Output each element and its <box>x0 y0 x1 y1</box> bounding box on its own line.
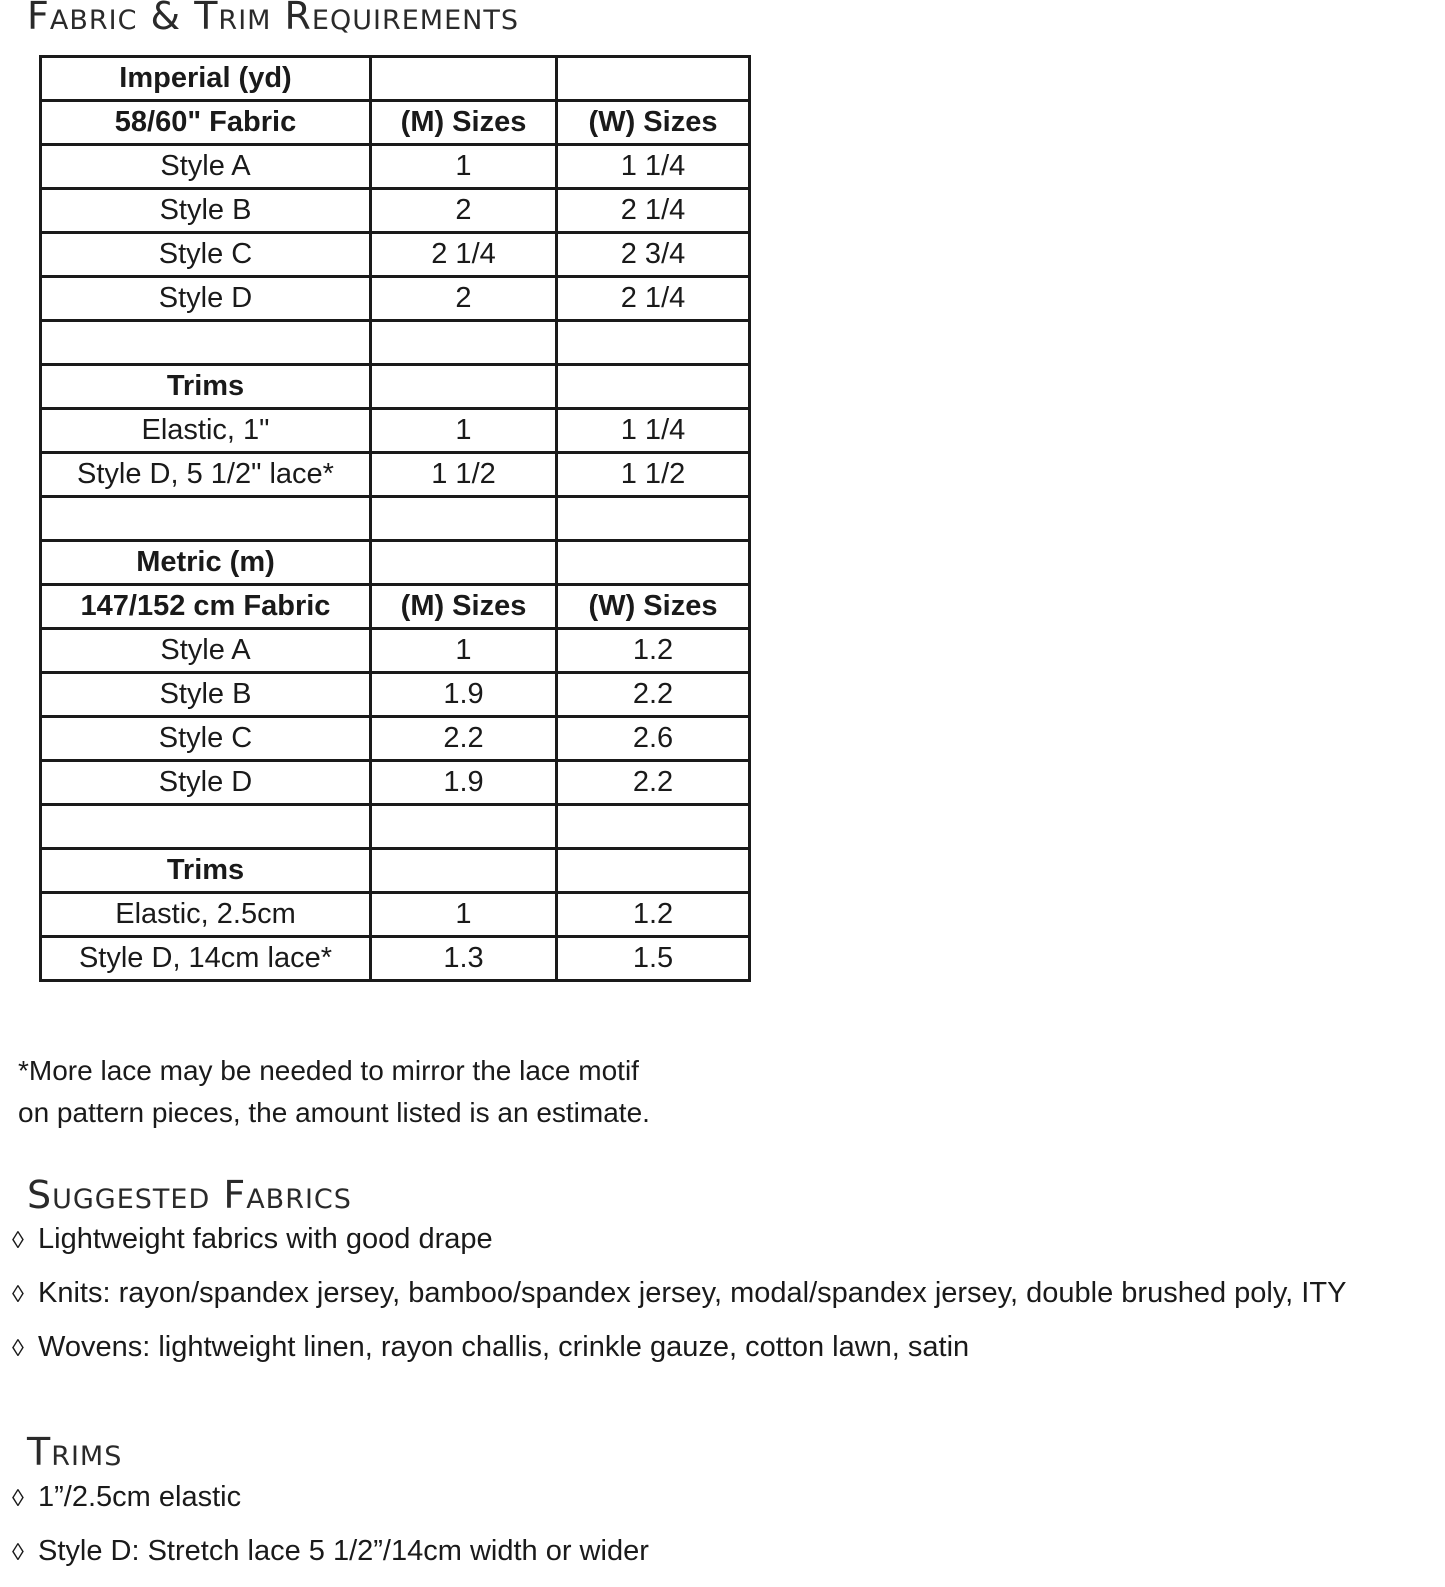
diamond-bullet-icon: ◊ <box>12 1227 24 1254</box>
trim-item <box>12 1524 649 1578</box>
trim-item <box>12 1470 649 1524</box>
table-cell <box>371 365 557 409</box>
table-cell: (M) Sizes <box>371 101 557 145</box>
table-row <box>41 629 750 673</box>
table-cell: 1 1/4 <box>557 145 750 189</box>
suggested-fabric-item <box>12 1266 1346 1320</box>
table-cell: (W) Sizes <box>557 585 750 629</box>
table-row <box>41 365 750 409</box>
table-cell: Imperial (yd) <box>41 57 371 101</box>
table-cell: 1.9 <box>371 761 557 805</box>
requirements-table <box>39 55 751 982</box>
table-cell <box>557 541 750 585</box>
table-row <box>41 101 750 145</box>
table-cell: 2 1/4 <box>371 233 557 277</box>
table-cell <box>371 805 557 849</box>
list-item-text: Knits: rayon/spandex jersey, bamboo/spandex jersey, modal/spandex jersey, double brushed poly, ITY <box>38 1277 1347 1309</box>
table-cell <box>371 849 557 893</box>
table-cell: Trims <box>41 849 371 893</box>
suggested-fabric-item <box>12 1212 1346 1266</box>
trims-heading: Trims <box>27 1430 123 1474</box>
table-cell: 1.9 <box>371 673 557 717</box>
trims-list <box>12 1470 649 1578</box>
table-cell <box>557 57 750 101</box>
table-cell <box>371 497 557 541</box>
table-cell: 1 1/4 <box>557 409 750 453</box>
diamond-bullet-icon: ◊ <box>12 1485 24 1512</box>
table-cell <box>371 541 557 585</box>
table-cell: Style D, 5 1/2" lace* <box>41 453 371 497</box>
table-row <box>41 541 750 585</box>
suggested-fabric-item <box>12 1320 1346 1374</box>
table-cell: 2.6 <box>557 717 750 761</box>
table-cell <box>371 57 557 101</box>
table-row <box>41 233 750 277</box>
table-cell: 1 1/2 <box>557 453 750 497</box>
table-row <box>41 57 750 101</box>
table-cell <box>557 805 750 849</box>
table-cell: 2 <box>371 189 557 233</box>
table-cell: 1.2 <box>557 629 750 673</box>
table-cell: (W) Sizes <box>557 101 750 145</box>
table-cell: 2 3/4 <box>557 233 750 277</box>
table-cell: Style A <box>41 629 371 673</box>
diamond-bullet-icon: ◊ <box>12 1539 24 1566</box>
table-cell: 1.3 <box>371 937 557 981</box>
table-cell: 2 <box>371 277 557 321</box>
table-row <box>41 321 750 365</box>
table-cell: 1.5 <box>557 937 750 981</box>
table-cell: 1 <box>371 145 557 189</box>
table-cell: Style D, 14cm lace* <box>41 937 371 981</box>
table-cell: (M) Sizes <box>371 585 557 629</box>
diamond-bullet-icon: ◊ <box>12 1335 24 1362</box>
table-row <box>41 145 750 189</box>
table-cell: Style B <box>41 673 371 717</box>
table-cell <box>371 321 557 365</box>
table-row <box>41 497 750 541</box>
table-cell: 1 1/2 <box>371 453 557 497</box>
lace-note-line-2: on pattern pieces, the amount listed is an estimate. <box>18 1097 650 1128</box>
table-cell: 58/60" Fabric <box>41 101 371 145</box>
table-row <box>41 189 750 233</box>
table-cell: 2.2 <box>371 717 557 761</box>
table-cell: Style A <box>41 145 371 189</box>
table-cell: 147/152 cm Fabric <box>41 585 371 629</box>
table-cell: Style D <box>41 761 371 805</box>
table-cell: Style C <box>41 233 371 277</box>
list-item-text: Lightweight fabrics with good drape <box>38 1223 493 1255</box>
suggested-fabrics-list <box>12 1212 1346 1374</box>
table-row <box>41 277 750 321</box>
table-cell <box>41 805 371 849</box>
list-item-text: Wovens: lightweight linen, rayon challis, crinkle gauze, cotton lawn, satin <box>38 1331 970 1363</box>
diamond-bullet-icon: ◊ <box>12 1281 24 1308</box>
table-row <box>41 805 750 849</box>
table-cell: 1.2 <box>557 893 750 937</box>
table-cell: Trims <box>41 365 371 409</box>
table-cell: Elastic, 1" <box>41 409 371 453</box>
table-cell <box>557 321 750 365</box>
table-row <box>41 409 750 453</box>
table-row <box>41 761 750 805</box>
table-row <box>41 585 750 629</box>
table-cell <box>557 849 750 893</box>
table-cell: 1 <box>371 893 557 937</box>
table-row <box>41 937 750 981</box>
table-row <box>41 673 750 717</box>
table-cell: Elastic, 2.5cm <box>41 893 371 937</box>
list-item-text: Style D: Stretch lace 5 1/2”/14cm width or wider <box>38 1535 649 1567</box>
table-row <box>41 849 750 893</box>
table-cell: 2.2 <box>557 673 750 717</box>
list-item-text: 1”/2.5cm elastic <box>38 1481 242 1513</box>
table-cell: 2.2 <box>557 761 750 805</box>
table-cell <box>41 321 371 365</box>
table-cell: 2 1/4 <box>557 189 750 233</box>
table-cell: 2 1/4 <box>557 277 750 321</box>
table-cell: Style C <box>41 717 371 761</box>
table-row <box>41 453 750 497</box>
lace-note <box>18 1050 650 1134</box>
table-row <box>41 893 750 937</box>
lace-note-line-1: *More lace may be needed to mirror the lace motif <box>18 1055 639 1086</box>
fabric-trim-heading: Fabric & Trim Requirements <box>27 0 519 38</box>
table-cell: 1 <box>371 629 557 673</box>
table-cell <box>557 365 750 409</box>
table-cell: Style B <box>41 189 371 233</box>
requirements-table-body <box>41 57 750 981</box>
table-cell: 1 <box>371 409 557 453</box>
table-cell: Metric (m) <box>41 541 371 585</box>
table-cell <box>41 497 371 541</box>
table-cell <box>557 497 750 541</box>
table-cell: Style D <box>41 277 371 321</box>
table-row <box>41 717 750 761</box>
suggested-fabrics-heading: Suggested Fabrics <box>27 1173 352 1217</box>
